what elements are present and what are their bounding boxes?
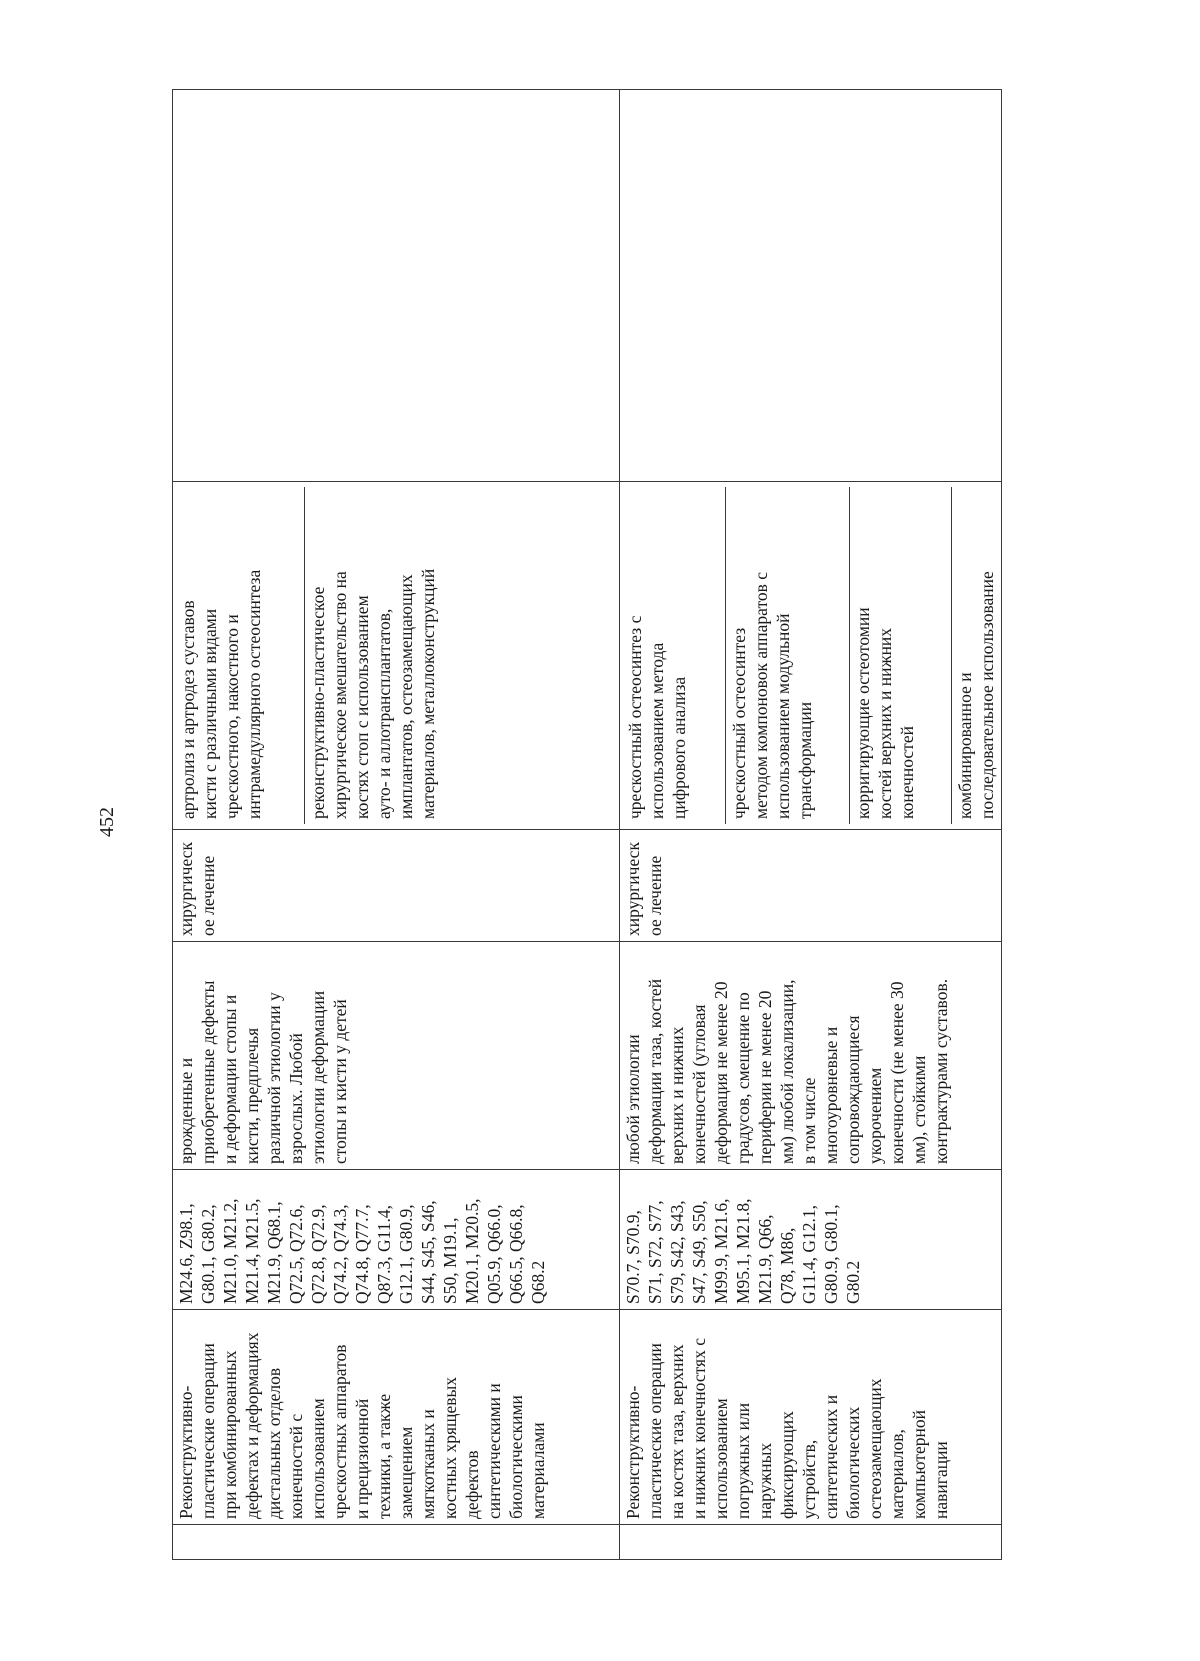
- icd-codes-cell: S70.7, S70.9, S71, S72, S77, S79, S42, S43, S47, S49, S50, M99.9, M21.6, M95.1, M21.8, M21.9, Q66, Q78, M86, G11.4, G12.1, G80.9, G80.1, G80.2: [620, 1170, 1002, 1310]
- method-item: комбинированное и последовательное использование: [955, 571, 997, 819]
- table-row: [620, 90, 1002, 1560]
- empty-cell: [620, 90, 1002, 482]
- method-item: реконструктивно-пластическое хирургическое вмешательство на костях стоп с использованием ауто- и аллотрансплантатов, имплантатов, остеозамещающих материалов, металлоконструкций: [308, 568, 438, 819]
- method-item: чрескостный остеосинтез методом компоновок аппаратов с использованием модульной трансформации: [726, 487, 850, 824]
- table-row: [173, 90, 620, 1560]
- methods-cell: [173, 482, 620, 830]
- treatment-type-cell: хирургическ ое лечение: [620, 830, 1002, 942]
- method-item: корригирующие остеотомии костей верхних и нижних конечностей: [850, 487, 952, 824]
- operation-name-cell: Реконструктивно- пластические операции на костях таза, верхних и нижних конечностях с использованием погружных или наружных фиксирующих устройств, синтетических и биологических остеозамещающих материалов, компьютерной навигации: [620, 1310, 1002, 1525]
- method-item: чрескостный остеосинтез с использованием метода цифрового анализа: [622, 487, 726, 824]
- method-item: артролиз и артродез суставов кисти с различными видами чрескостного, накостного и интрамедуллярного остеосинтеза: [175, 487, 305, 824]
- icd-codes-cell: M24.6, Z98.1, G80.1, G80.2, M21.0, M21.2, M21.4, M21.5, M21.9, Q68.1, Q72.5, Q72.6, Q72.8, Q72.9, Q74.2, Q74.3, Q74.8, Q77.7, Q87.3, G11.4, G12.1, G80.9, S44, S45, S46, S50, M19.1, M20.1, M20.5, Q05.9, Q66.0, Q66.5, Q66.8, Q68.2: [173, 1170, 620, 1310]
- patient-model-cell: врожденные и приобретенные дефекты и деформации стопы и кисти, предплечья различной этиологии у взрослых. Любой этиологии деформации стопы и кисти у детей: [173, 942, 620, 1170]
- treatment-type-cell: хирургическ ое лечение: [173, 830, 620, 942]
- methods-cell: [620, 482, 1002, 830]
- treatment-table: [172, 89, 1002, 1560]
- rotated-table-wrapper: [172, 90, 997, 1560]
- page-number: 452: [96, 807, 118, 837]
- patient-model-cell: любой этиологии деформации таза, костей верхних и нижних конечностей (угловая деформация не менее 20 градусов, смещение по периферии не менее 20 мм) любой локализации, в том числе многоуровневые и сопровождающиеся укорочением конечности (не менее 30 мм), стойкими контрактурами суставов.: [620, 942, 1002, 1170]
- empty-cell: [173, 90, 620, 482]
- row-number-cell: [173, 1525, 620, 1560]
- row-number-cell: [620, 1525, 1002, 1560]
- operation-name-cell: Реконструктивно- пластические операции при комбинированных дефектах и деформациях дистальных отделов конечностей с использованием чрескостных аппаратов и прецизионной техники, а также замещением мягкотканых и костных хрящевых дефектов синтетическими и биологическими материалами: [173, 1310, 620, 1525]
